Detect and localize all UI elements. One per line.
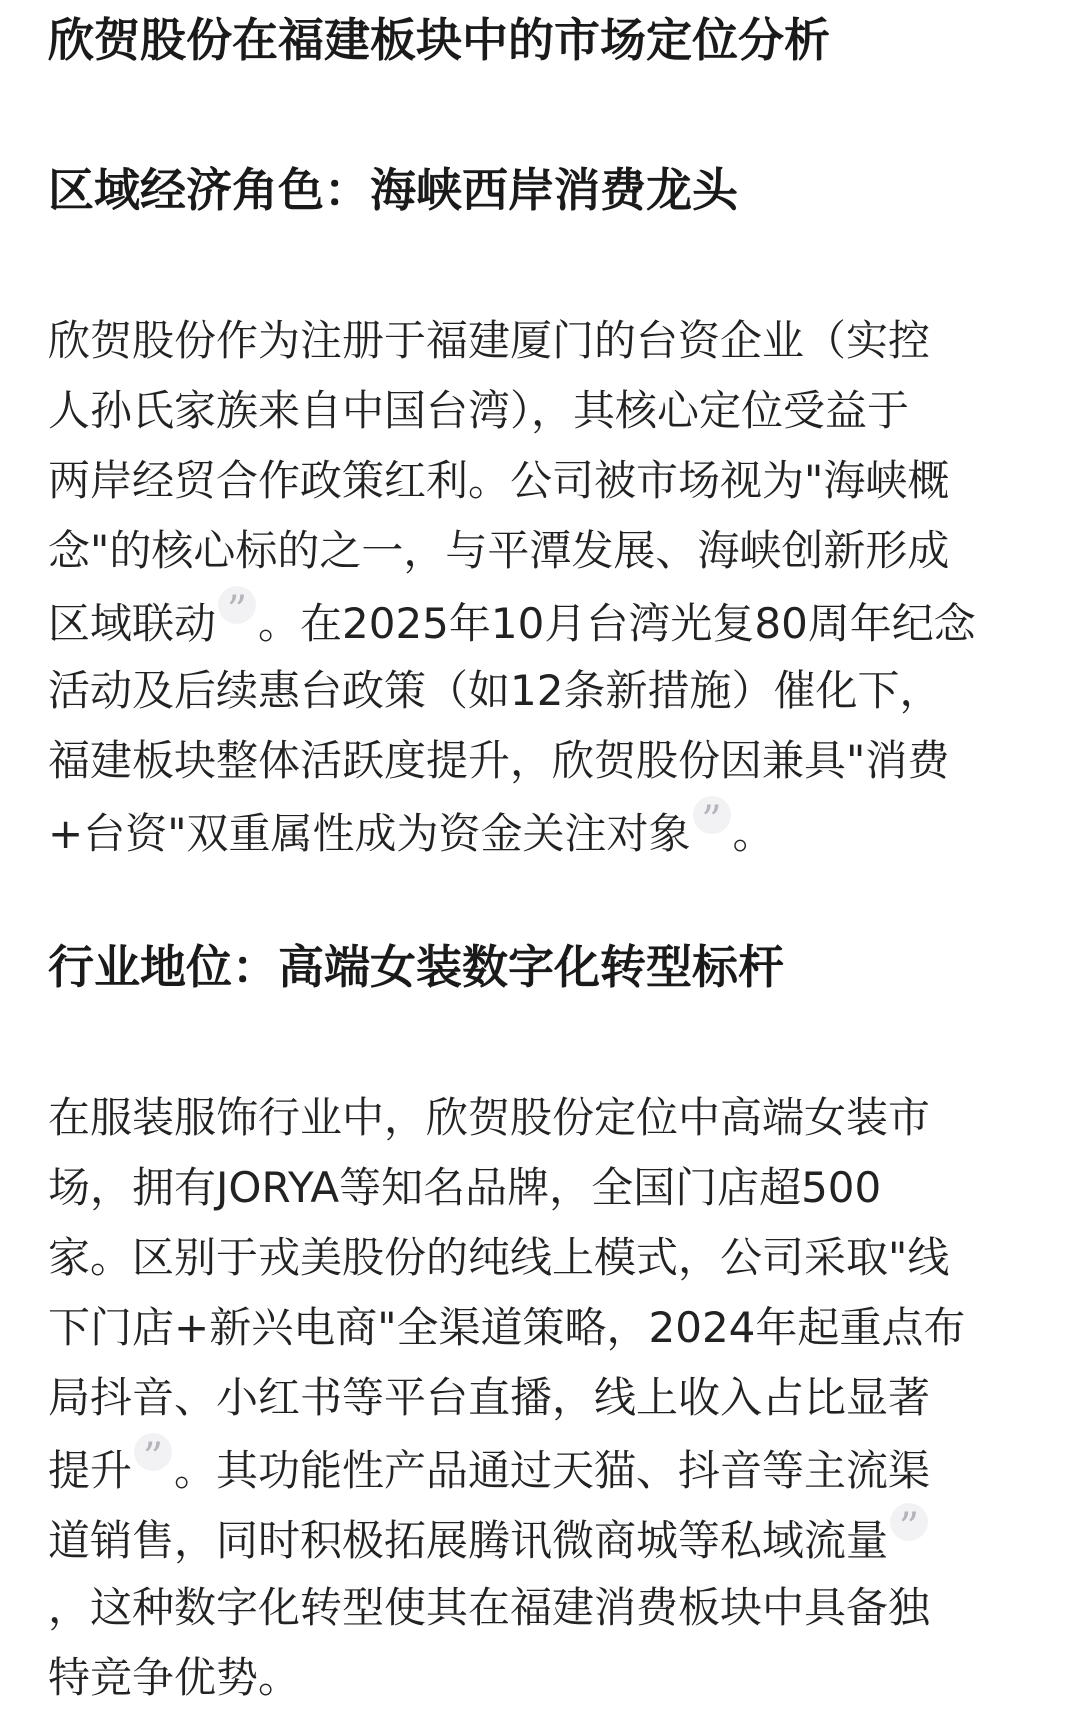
- line-text: 特竞争优势。: [48, 1653, 301, 1702]
- line-text: 福建板块整体活跃度提升，欣贺股份因兼具"消费: [48, 736, 950, 785]
- paragraph-line: [48, 446, 1058, 516]
- line-text: 局抖音、小红书等平台直播，线上收入占比显著: [48, 1373, 931, 1422]
- section-heading-regional-role: 区域经济角色：海峡西岸消费龙头: [48, 163, 738, 217]
- paragraph-line: [48, 1223, 1058, 1293]
- paragraph-line: [48, 1573, 1058, 1643]
- section-paragraph-industry-position: [48, 1083, 1058, 1713]
- line-text: ，这种数字化转型使其在福建消费板块中具备独: [48, 1583, 931, 1632]
- paragraph-line: [48, 1503, 1058, 1573]
- section-heading-industry-position: 行业地位：高端女装数字化转型标杆: [48, 940, 784, 994]
- line-text-continued: 。其功能性产品通过天猫、抖音等主流渠: [174, 1446, 931, 1495]
- paragraph-line: [48, 726, 1058, 796]
- citation-quote-icon[interactable]: ”: [693, 796, 731, 834]
- line-text: 在服装服饰行业中，欣贺股份定位中高端女装市: [48, 1093, 931, 1142]
- paragraph-line: [48, 656, 1058, 726]
- paragraph-line: [48, 796, 1058, 866]
- citation-quote-icon[interactable]: ”: [134, 1433, 172, 1471]
- paragraph-line: [48, 1083, 1058, 1153]
- line-text: +台资"双重属性成为资金关注对象: [48, 809, 691, 858]
- line-text: 道销售，同时积极拓展腾讯微商城等私域流量: [48, 1516, 889, 1565]
- paragraph-line: [48, 1153, 1058, 1223]
- line-text: 下门店+新兴电商"全渠道策略，2024年起重点布: [48, 1303, 966, 1352]
- line-text: 家。区别于戎美股份的纯线上模式，公司采取"线: [48, 1233, 950, 1282]
- citation-quote-icon[interactable]: ”: [890, 1503, 928, 1541]
- paragraph-line: [48, 1433, 1058, 1503]
- article-title: 欣贺股份在福建板块中的市场定位分析: [48, 13, 830, 67]
- line-text: 活动及后续惠台政策（如12条新措施）催化下，: [48, 666, 942, 715]
- paragraph-line: [48, 1293, 1058, 1363]
- line-text: 提升: [48, 1446, 133, 1495]
- paragraph-line: [48, 376, 1058, 446]
- line-text: 人孙氏家族来自中国台湾），其核心定位受益于: [48, 386, 910, 435]
- paragraph-line: [48, 1363, 1058, 1433]
- line-text-continued: 。在2025年10月台湾光复80周年纪念: [258, 599, 976, 648]
- line-text: 念"的核心标的之一，与平潭发展、海峡创新形成: [48, 526, 950, 575]
- line-text-continued: 。: [732, 809, 775, 858]
- paragraph-line: [48, 516, 1058, 586]
- line-text: 两岸经贸合作政策红利。公司被市场视为"海峡概: [48, 456, 950, 505]
- citation-quote-icon[interactable]: ”: [218, 586, 256, 624]
- line-text: 场，拥有JORYA等知名品牌，全国门店超500: [48, 1163, 882, 1212]
- section-paragraph-regional-role: [48, 306, 1058, 866]
- paragraph-line: [48, 586, 1058, 656]
- line-text: 欣贺股份作为注册于福建厦门的台资企业（实控: [48, 316, 931, 365]
- paragraph-line: [48, 306, 1058, 376]
- paragraph-line: [48, 1643, 1058, 1713]
- line-text: 区域联动: [48, 599, 217, 648]
